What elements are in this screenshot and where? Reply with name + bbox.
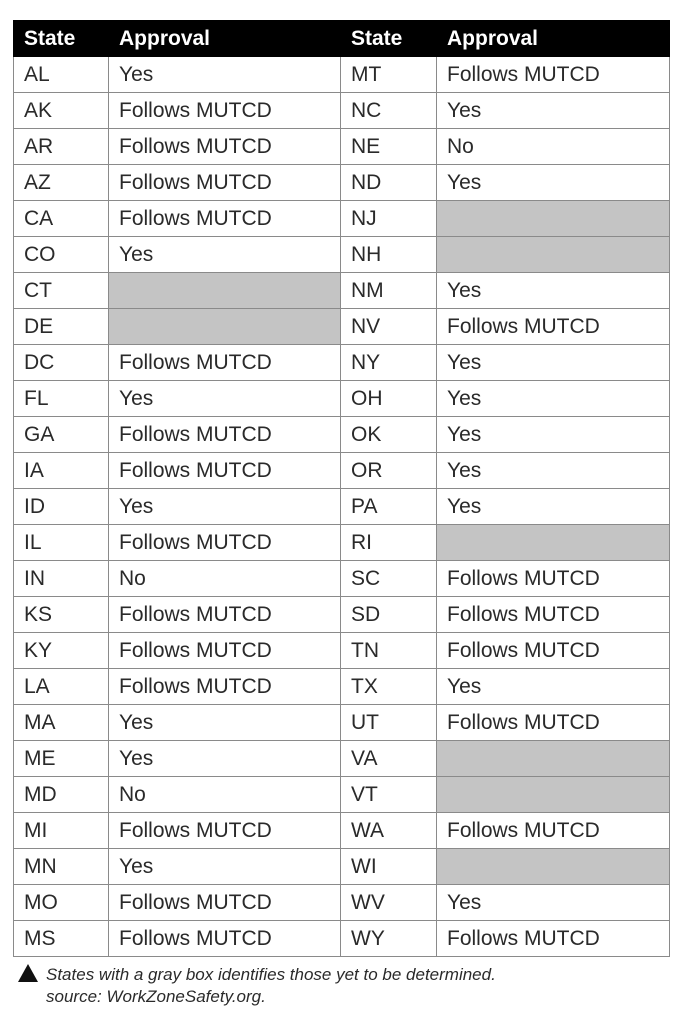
approval-cell: Follows MUTCD [109, 597, 341, 633]
state-cell: CT [14, 273, 109, 309]
approval-cell: Follows MUTCD [109, 165, 341, 201]
approval-cell-tbd [437, 237, 670, 273]
state-cell: PA [341, 489, 437, 525]
state-cell: OR [341, 453, 437, 489]
header-approval-right: Approval [437, 21, 670, 57]
footnote-source: source: WorkZoneSafety.org. [46, 987, 266, 1006]
table-row [14, 237, 670, 273]
approval-cell: Yes [437, 669, 670, 705]
approval-cell: Yes [437, 93, 670, 129]
table-row [14, 165, 670, 201]
state-cell: RI [341, 525, 437, 561]
approval-cell: Follows MUTCD [109, 921, 341, 957]
table-row [14, 597, 670, 633]
table-row [14, 309, 670, 345]
approval-cell: Follows MUTCD [437, 309, 670, 345]
approval-cell: Yes [109, 381, 341, 417]
table-row [14, 669, 670, 705]
state-cell: VT [341, 777, 437, 813]
header-state-right: State [341, 21, 437, 57]
state-cell: CA [14, 201, 109, 237]
approval-cell: Yes [437, 165, 670, 201]
state-approval-table [13, 20, 670, 957]
table-row [14, 417, 670, 453]
triangle-icon [18, 964, 38, 982]
table-body [14, 57, 670, 957]
state-cell: IA [14, 453, 109, 489]
state-cell: MN [14, 849, 109, 885]
state-cell: TX [341, 669, 437, 705]
table-row [14, 273, 670, 309]
state-cell: NC [341, 93, 437, 129]
state-cell: MD [14, 777, 109, 813]
approval-cell: Follows MUTCD [109, 669, 341, 705]
approval-cell-tbd [109, 273, 341, 309]
state-cell: NJ [341, 201, 437, 237]
approval-cell: Follows MUTCD [109, 93, 341, 129]
state-cell: NY [341, 345, 437, 381]
approval-cell: Follows MUTCD [109, 885, 341, 921]
state-cell: MO [14, 885, 109, 921]
approval-cell-tbd [437, 201, 670, 237]
state-cell: LA [14, 669, 109, 705]
table-row [14, 885, 670, 921]
table-row [14, 381, 670, 417]
table-row [14, 777, 670, 813]
state-cell: NE [341, 129, 437, 165]
approval-cell: No [109, 777, 341, 813]
table-row [14, 633, 670, 669]
state-cell: ID [14, 489, 109, 525]
state-cell: WI [341, 849, 437, 885]
approval-cell: Follows MUTCD [109, 633, 341, 669]
approval-cell: No [437, 129, 670, 165]
state-cell: AK [14, 93, 109, 129]
state-cell: MT [341, 57, 437, 93]
state-cell: NH [341, 237, 437, 273]
table-row [14, 93, 670, 129]
approval-cell: Follows MUTCD [437, 813, 670, 849]
approval-cell: Yes [109, 237, 341, 273]
table-row [14, 129, 670, 165]
state-cell: OK [341, 417, 437, 453]
approval-cell: Follows MUTCD [437, 57, 670, 93]
approval-cell: Yes [109, 57, 341, 93]
state-cell: UT [341, 705, 437, 741]
state-cell: CO [14, 237, 109, 273]
footnote [18, 964, 668, 1008]
approval-cell: Follows MUTCD [437, 597, 670, 633]
header-state-left: State [14, 21, 109, 57]
state-cell: DE [14, 309, 109, 345]
approval-cell: Yes [109, 741, 341, 777]
approval-cell: Follows MUTCD [437, 561, 670, 597]
state-cell: MS [14, 921, 109, 957]
state-cell: GA [14, 417, 109, 453]
approval-cell: Yes [437, 417, 670, 453]
state-cell: NV [341, 309, 437, 345]
table-row [14, 201, 670, 237]
table-row [14, 57, 670, 93]
table-row [14, 921, 670, 957]
approval-cell: Follows MUTCD [437, 633, 670, 669]
approval-cell: Follows MUTCD [437, 705, 670, 741]
approval-cell-tbd [437, 525, 670, 561]
table-row [14, 345, 670, 381]
approval-cell-tbd [437, 741, 670, 777]
state-cell: AL [14, 57, 109, 93]
approval-cell-tbd [109, 309, 341, 345]
state-cell: AZ [14, 165, 109, 201]
table-row [14, 813, 670, 849]
state-cell: ND [341, 165, 437, 201]
approval-cell: Yes [437, 273, 670, 309]
approval-cell: Follows MUTCD [109, 525, 341, 561]
table-row [14, 525, 670, 561]
state-cell: AR [14, 129, 109, 165]
state-cell: VA [341, 741, 437, 777]
approval-cell: Follows MUTCD [109, 813, 341, 849]
state-cell: IL [14, 525, 109, 561]
table-row [14, 741, 670, 777]
state-cell: WY [341, 921, 437, 957]
table-row [14, 561, 670, 597]
table-row [14, 705, 670, 741]
state-cell: IN [14, 561, 109, 597]
approval-cell: Yes [109, 705, 341, 741]
approval-cell: Yes [109, 849, 341, 885]
approval-cell: Yes [437, 489, 670, 525]
state-cell: WA [341, 813, 437, 849]
approval-cell: Yes [437, 381, 670, 417]
approval-cell: No [109, 561, 341, 597]
approval-cell-tbd [437, 849, 670, 885]
state-cell: OH [341, 381, 437, 417]
table-header-row [14, 21, 670, 57]
state-cell: DC [14, 345, 109, 381]
state-cell: ME [14, 741, 109, 777]
table-row [14, 849, 670, 885]
state-cell: FL [14, 381, 109, 417]
approval-cell: Follows MUTCD [109, 129, 341, 165]
footnote-text: States with a gray box identifies those yet to be determined. [46, 965, 496, 984]
table-row [14, 489, 670, 525]
state-cell: KS [14, 597, 109, 633]
approval-cell: Follows MUTCD [109, 201, 341, 237]
approval-cell: Follows MUTCD [109, 417, 341, 453]
state-cell: KY [14, 633, 109, 669]
state-approval-table-container [13, 20, 669, 957]
state-cell: SC [341, 561, 437, 597]
approval-cell: Follows MUTCD [437, 921, 670, 957]
state-cell: NM [341, 273, 437, 309]
approval-cell-tbd [437, 777, 670, 813]
state-cell: MI [14, 813, 109, 849]
state-cell: MA [14, 705, 109, 741]
state-cell: WV [341, 885, 437, 921]
approval-cell: Follows MUTCD [109, 345, 341, 381]
state-cell: TN [341, 633, 437, 669]
approval-cell: Yes [109, 489, 341, 525]
header-approval-left: Approval [109, 21, 341, 57]
state-cell: SD [341, 597, 437, 633]
approval-cell: Yes [437, 345, 670, 381]
approval-cell: Yes [437, 885, 670, 921]
approval-cell: Yes [437, 453, 670, 489]
table-row [14, 453, 670, 489]
approval-cell: Follows MUTCD [109, 453, 341, 489]
